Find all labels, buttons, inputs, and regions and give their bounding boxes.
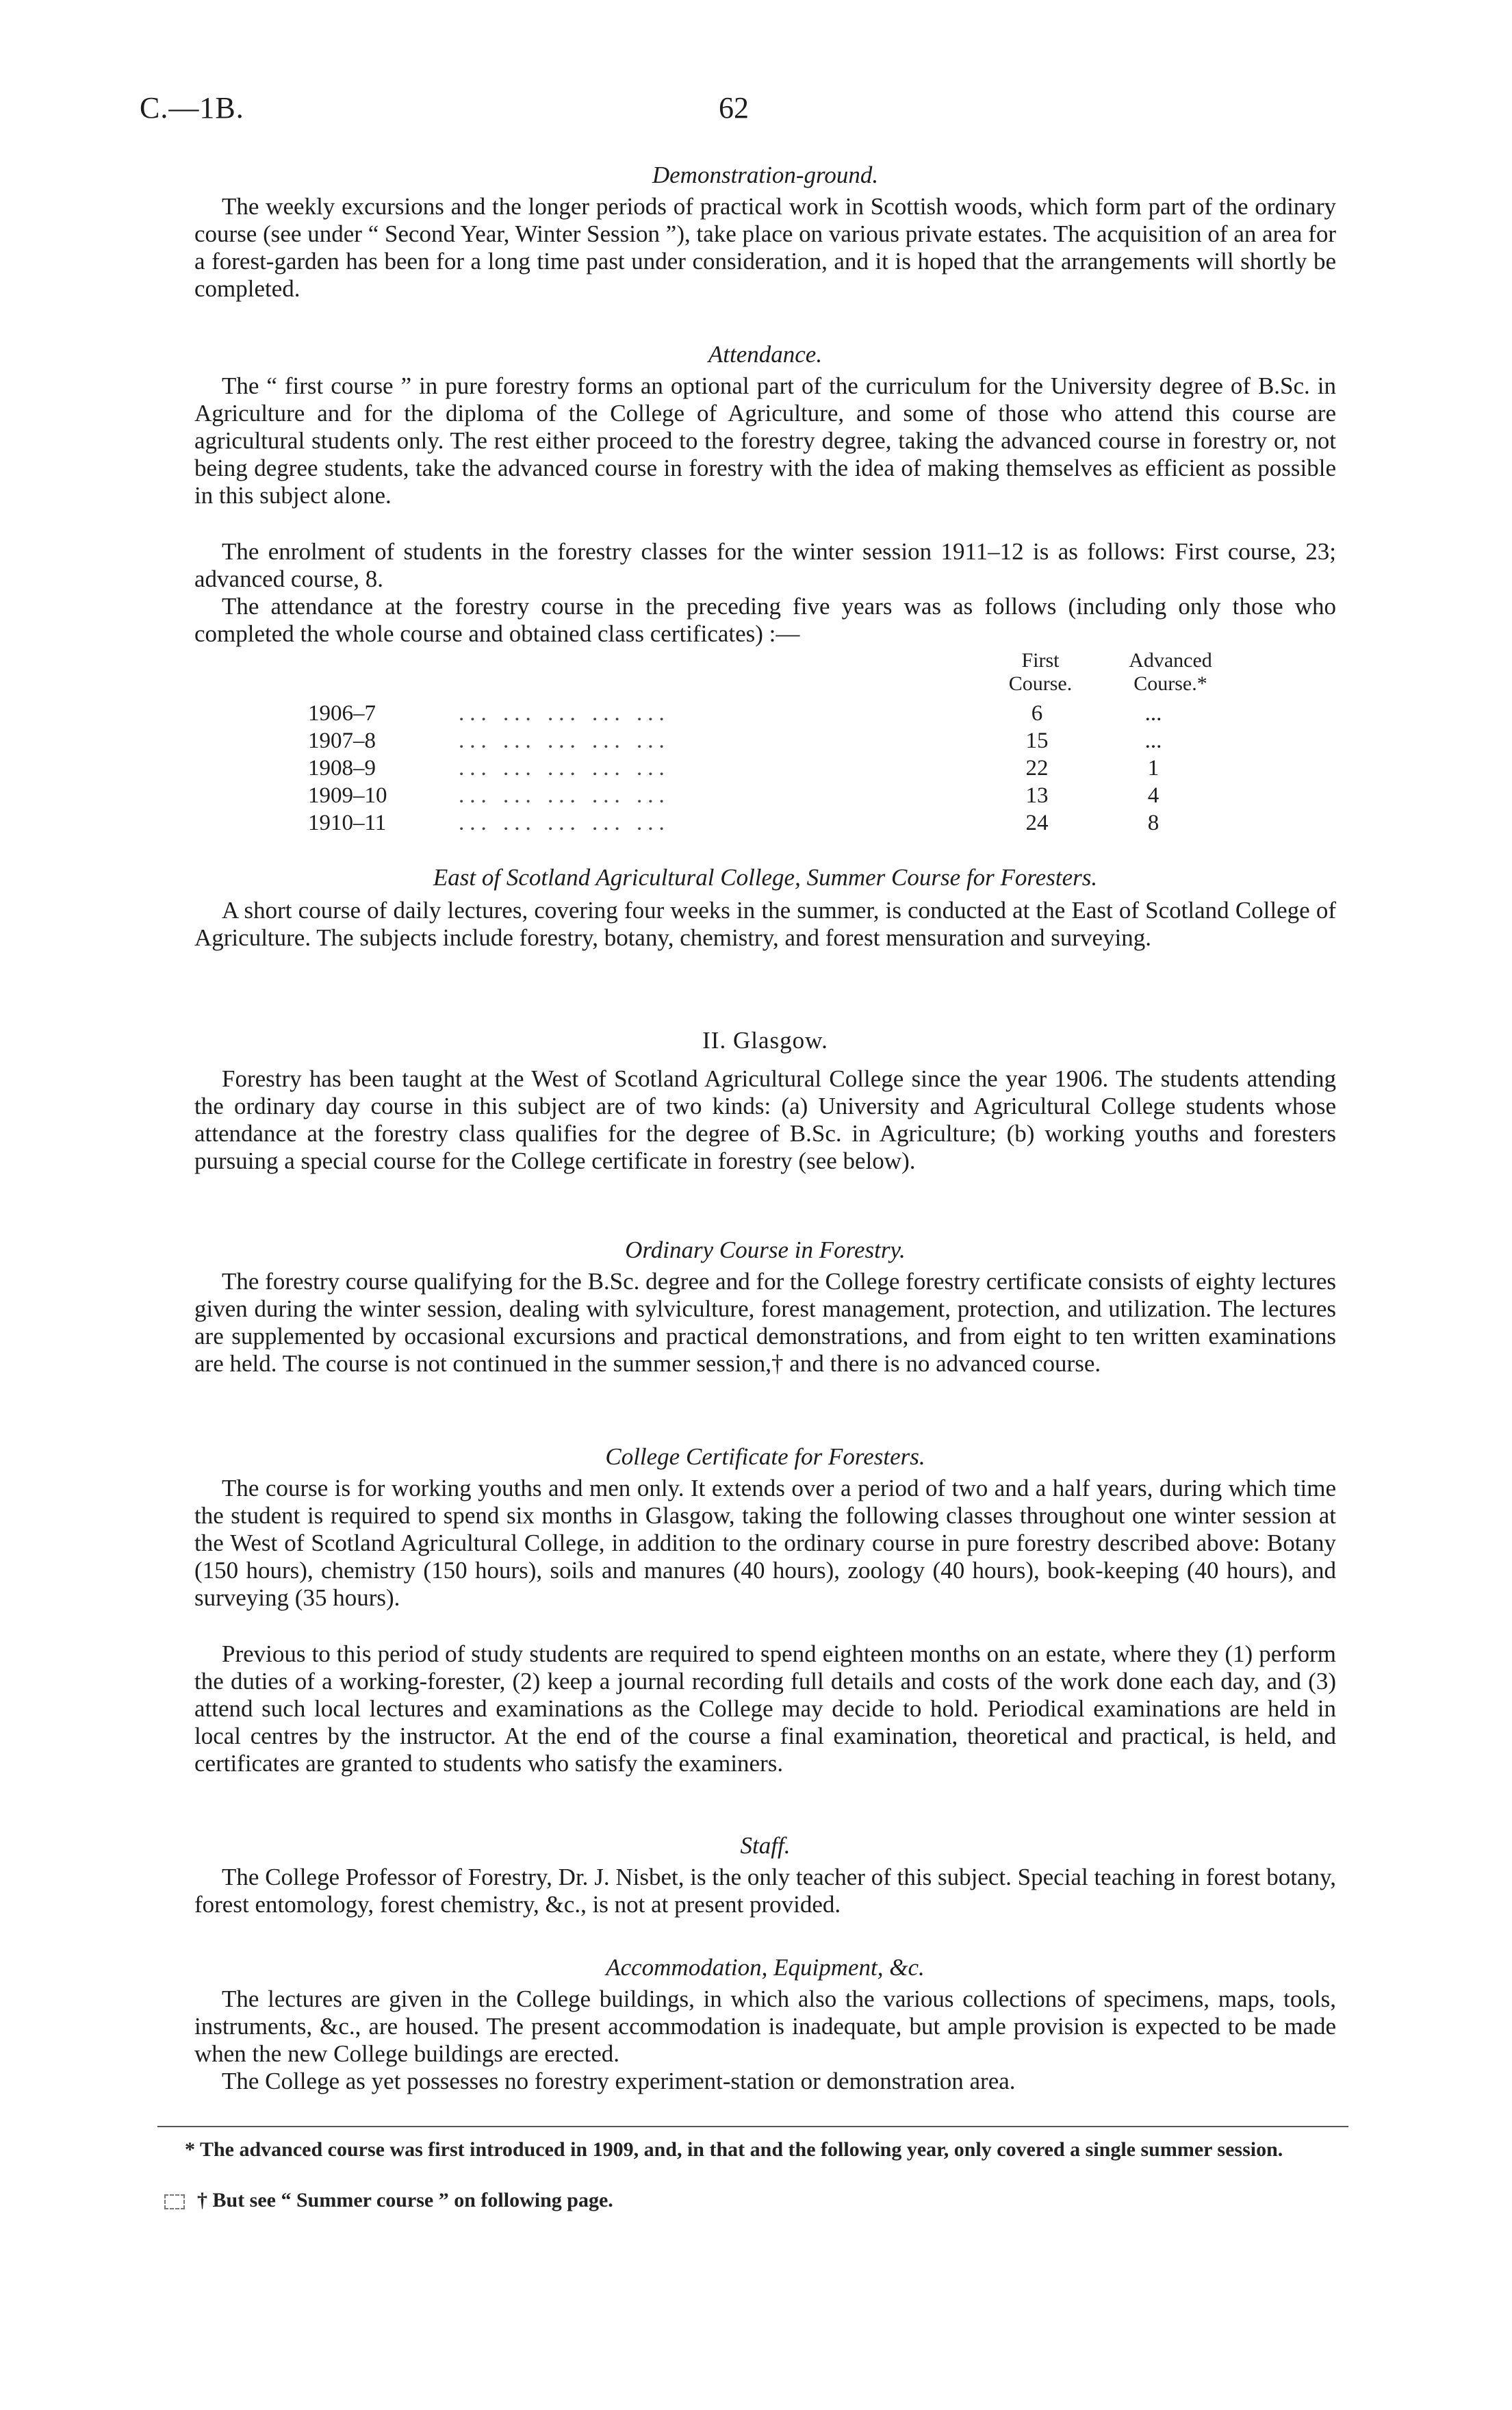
row-year: 1908–9	[308, 756, 376, 781]
footnote-summer-course-text: † But see “ Summer course ” on following page.	[197, 2189, 613, 2211]
row-advanced-course: 1	[1147, 756, 1159, 781]
paragraph-attendance-1: The “ first course ” in pure forestry forms an optional part of the curriculum for the University degree of B.Sc. in Agriculture and for the diploma of the College of Agriculture, and some of those who attend this course are agricultural students only. The rest either proceed to the forestry degree, taking the advanced course in forestry or, not being degree students, take the advanced course in forestry with the idea of making themselves as efficient as possible in this subject alone.	[194, 372, 1336, 509]
table-row	[308, 783, 1212, 811]
row-leader: ... ... ... ... ...	[459, 701, 670, 726]
footnote-summer-course	[164, 2188, 1342, 2213]
paragraph-glasgow: Forestry has been taught at the West of Scotland Agricultural College since the year 1906. The students attending the ordinary day course in this subject are of two kinds: (a) University and Agricultural College students whose attendance at the forestry class qualifies for the degree of B.Sc. in Agriculture; (b) working youths and foresters pursuing a special course for the College certificate in forestry (see below).	[194, 1065, 1336, 1174]
paragraph-accommodation-1: The lectures are given in the College buildings, in which also the various collections of specimens, maps, tools, instruments, &c., are housed. The present accommodation is inadequate, but ample provision is expected to be made when the new College buildings are erected.	[194, 1986, 1336, 2067]
col-first-line2: Course.	[1008, 672, 1073, 695]
row-leader: ... ... ... ... ...	[459, 728, 670, 753]
col-first-line1: First	[1021, 649, 1060, 672]
paragraph-east-scotland: A short course of daily lectures, covering four weeks in the summer, is conducted at the East of Scotland College of Agriculture. The subjects include forestry, botany, chemistry, and forest mensuration and surveying.	[194, 897, 1336, 951]
paragraph-college-certificate-1: The course is for working youths and men only. It extends over a period of two and a half years, during which time the student is required to spend six months in Glasgow, taking the following classes throughout one winter session at the West of Scotland Agricultural College, in addition to the ordinary course in pure forestry described above: Botany (150 hours), chemistry (150 hours), soils and manures (40 hours), zoology (40 hours), book-keeping (40 hours), and surveying (35 hours).	[194, 1475, 1336, 1611]
row-first-course: 15	[1025, 728, 1049, 753]
paragraph-attendance-2: The enrolment of students in the forestry classes for the winter session 1911–12 is as follows: First course, 23; advanced course, 8.	[194, 538, 1336, 592]
heading-east-scotland: East of Scotland Agricultural College, Summer Course for Foresters.	[433, 864, 1098, 891]
col-advanced-line1: Advanced	[1129, 649, 1212, 672]
row-first-course: 24	[1025, 811, 1049, 835]
paragraph-attendance-3: The attendance at the forestry course in the preceding five years was as follows (including only those who completed the whole course and obtained class certificates) :—	[194, 593, 1336, 647]
row-leader: ... ... ... ... ...	[459, 811, 670, 835]
page-number: 62	[719, 91, 749, 125]
table-row	[308, 756, 1212, 783]
heading-demonstration-ground: Demonstration-ground.	[652, 162, 879, 188]
series-code: C.—1B.	[140, 91, 244, 125]
paragraph-accommodation-2: The College as yet possesses no forestry experiment-station or demonstration area.	[222, 2068, 1016, 2094]
col-advanced-line2: Course.*	[1133, 672, 1207, 695]
attendance-table	[308, 701, 1212, 838]
row-year: 1906–7	[308, 701, 376, 726]
row-advanced-course: ...	[1144, 728, 1162, 753]
table-col-first-header	[986, 649, 1095, 696]
row-year: 1909–10	[308, 783, 387, 808]
row-first-course: 22	[1025, 756, 1049, 781]
heading-staff: Staff.	[740, 1832, 791, 1859]
heading-glasgow: II. Glasgow.	[702, 1027, 828, 1054]
heading-college-certificate: College Certificate for Foresters.	[605, 1443, 925, 1470]
row-advanced-course: 8	[1147, 811, 1159, 835]
table-row	[308, 728, 1212, 756]
table-row	[308, 701, 1212, 728]
row-first-course: 13	[1025, 783, 1049, 808]
table-row	[308, 811, 1212, 838]
footnote-advanced-course: * The advanced course was first introduced in 1909, and, in that and the following year, only covered a single summer session.	[185, 2138, 1283, 2161]
heading-attendance: Attendance.	[708, 341, 823, 368]
row-year: 1907–8	[308, 728, 376, 753]
row-leader: ... ... ... ... ...	[459, 756, 670, 781]
row-advanced-course: 4	[1147, 783, 1159, 808]
stamp-mark-icon	[164, 2194, 185, 2209]
table-col-advanced-header	[1102, 649, 1239, 696]
row-leader: ... ... ... ... ...	[459, 783, 670, 808]
footnote-rule	[157, 2126, 1348, 2127]
heading-ordinary-course: Ordinary Course in Forestry.	[625, 1236, 906, 1263]
heading-accommodation: Accommodation, Equipment, &c.	[606, 1954, 925, 1981]
paragraph-college-certificate-2: Previous to this period of study students are required to spend eighteen months on an estate, where they (1) perform the duties of a working-forester, (2) keep a journal recording full details and costs of the work done each day, and (3) attend such local lectures and examinations as the College may decide to hold. Periodical examinations are held in local centres by the instructor. At the end of the course a final examination, theoretical and practical, is held, and certificates are granted to students who satisfy the examiners.	[194, 1640, 1336, 1777]
row-first-course: 6	[1031, 701, 1043, 726]
paragraph-ordinary-course: The forestry course qualifying for the B.Sc. degree and for the College forestry certificate consists of eighty lectures given during the winter session, dealing with sylviculture, forest management, protection, and utilization. The lectures are supplemented by occasional excursions and practical demonstrations, and from eight to ten written examinations are held. The course is not continued in the summer session,† and there is no advanced course.	[194, 1268, 1336, 1377]
row-advanced-course: ...	[1144, 701, 1162, 726]
paragraph-staff: The College Professor of Forestry, Dr. J. Nisbet, is the only teacher of this subject. Special teaching in forest botany, forest entomology, forest chemistry, &c., is not at present provided.	[194, 1864, 1336, 1918]
paragraph-demonstration-ground: The weekly excursions and the longer periods of practical work in Scottish woods, which form part of the ordinary course (see under “ Second Year, Winter Session ”), take place on various private estates. The acquisition of an area for a forest-garden has been for a long time past under consideration, and it is hoped that the arrangements will shortly be completed.	[194, 193, 1336, 302]
row-year: 1910–11	[308, 811, 387, 835]
